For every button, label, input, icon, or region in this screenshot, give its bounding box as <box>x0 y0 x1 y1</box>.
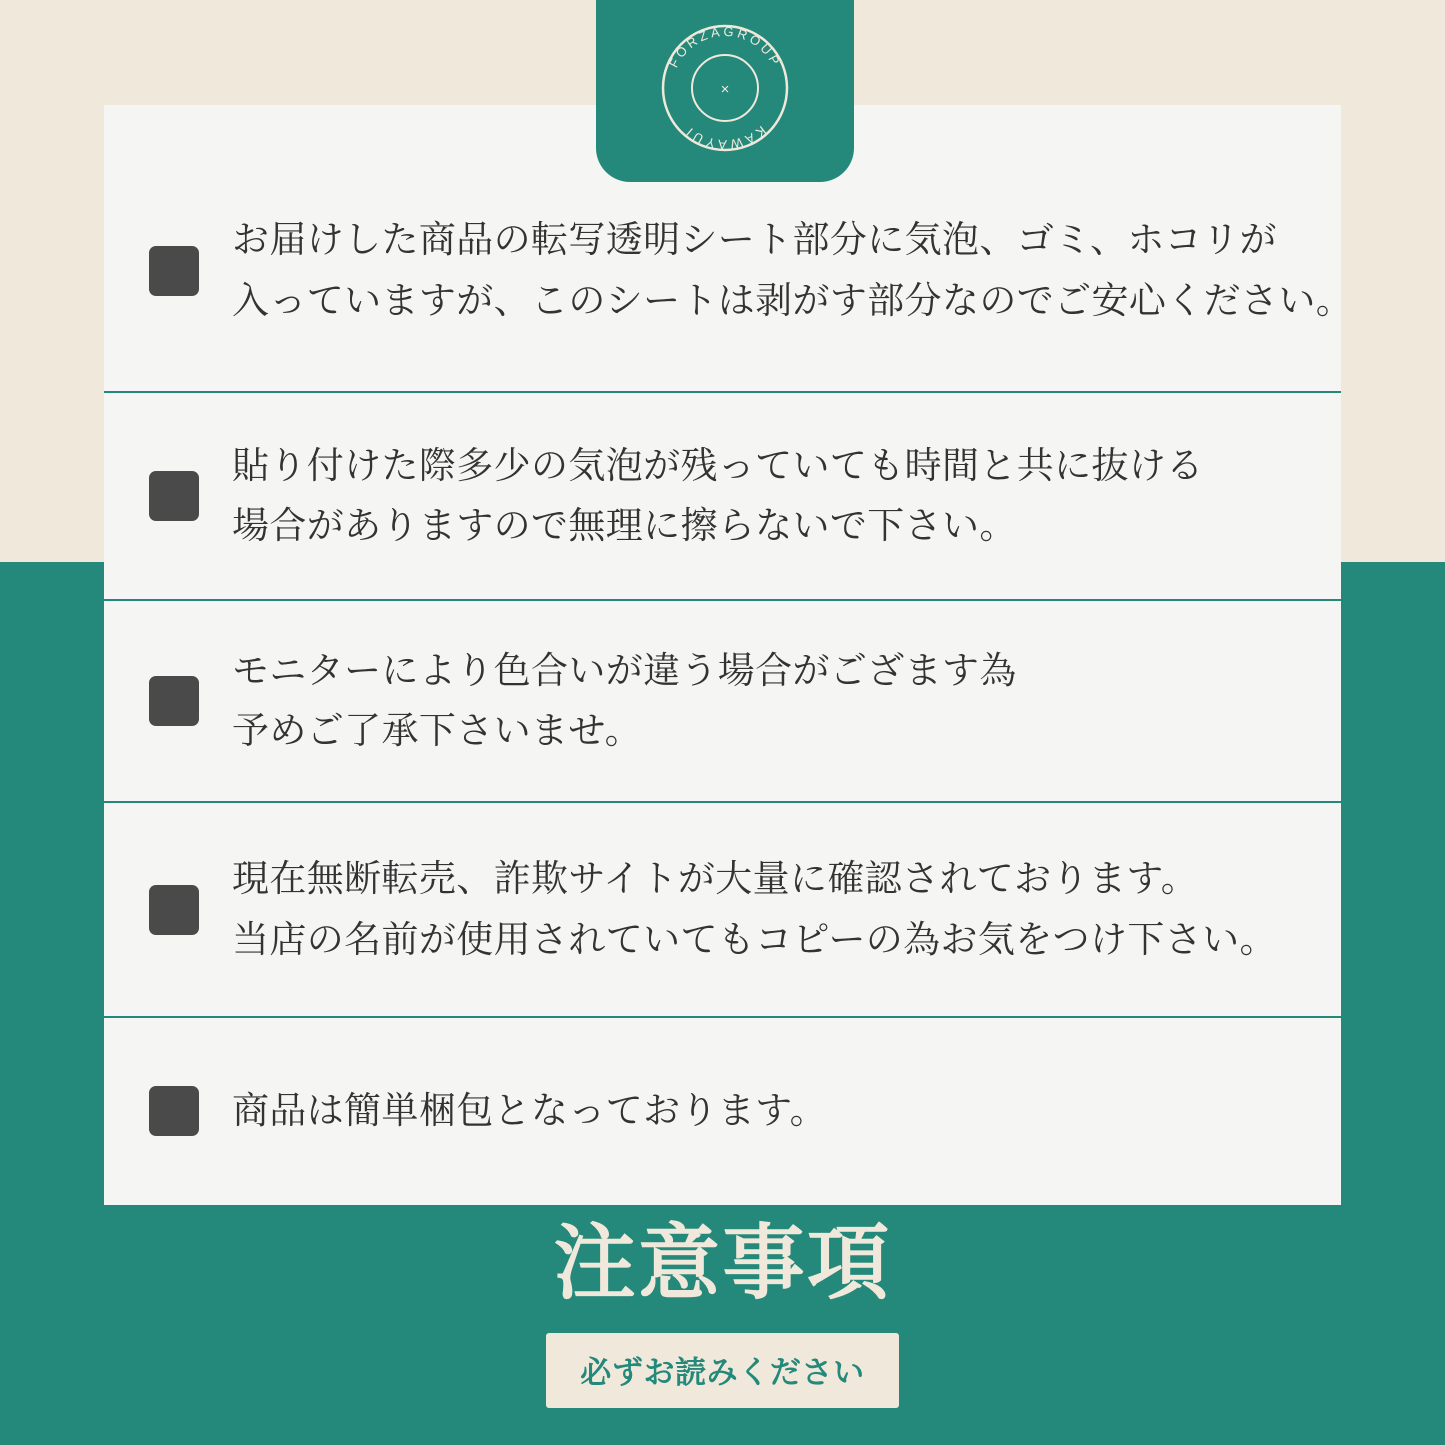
notice-line: 予めご了承下さいませ。 <box>232 710 642 751</box>
notice-row <box>104 803 1341 1018</box>
bullet-square-icon <box>149 246 199 296</box>
notice-line: 貼り付けた際多少の気泡が残っていても時間と共に抜ける <box>232 444 1204 486</box>
bullet-square-icon <box>149 676 199 726</box>
notice-row <box>104 1018 1341 1205</box>
svg-text:KAWAYUI: KAWAYUI <box>680 122 769 153</box>
svg-text:×: × <box>720 81 730 98</box>
notice-line: 入っていますが、このシートは剥がす部分なのでご安心ください。 <box>232 279 1354 321</box>
notice-line: お届けした商品の転写透明シート部分に気泡、ゴミ、ホコリが <box>232 219 1277 261</box>
notice-text <box>232 436 1204 557</box>
bullet-square-icon <box>149 1086 199 1136</box>
notice-row <box>104 601 1341 803</box>
notice-line: 当店の名前が使用されていてもコピーの為お気をつけ下さい。 <box>232 918 1277 960</box>
notice-text <box>232 849 1277 970</box>
notice-text <box>232 210 1353 331</box>
notice-text <box>232 1081 827 1141</box>
notice-line: 場合がありますので無理に擦らないで下さい。 <box>232 505 1017 546</box>
footer-chip-label: 必ずお読みください <box>546 1333 899 1408</box>
notice-line: モニターにより色合いが違う場合がござます為 <box>232 649 1017 691</box>
notice-line: 商品は簡単梱包となっております。 <box>232 1090 827 1132</box>
notice-line: 現在無断転売、詐欺サイトが大量に確認されております。 <box>232 858 1199 900</box>
notice-text <box>232 641 1017 762</box>
brand-logo-badge <box>596 0 854 182</box>
footer <box>0 1205 1445 1445</box>
footer-title: 注意事項 <box>553 1218 892 1309</box>
notice-card <box>104 105 1354 1205</box>
bullet-square-icon <box>149 471 199 521</box>
brand-logo-icon <box>650 13 800 163</box>
svg-text:FORZAGROUP: FORZAGROUP <box>665 23 785 71</box>
bullet-square-icon <box>149 885 199 935</box>
notice-row <box>104 393 1341 601</box>
